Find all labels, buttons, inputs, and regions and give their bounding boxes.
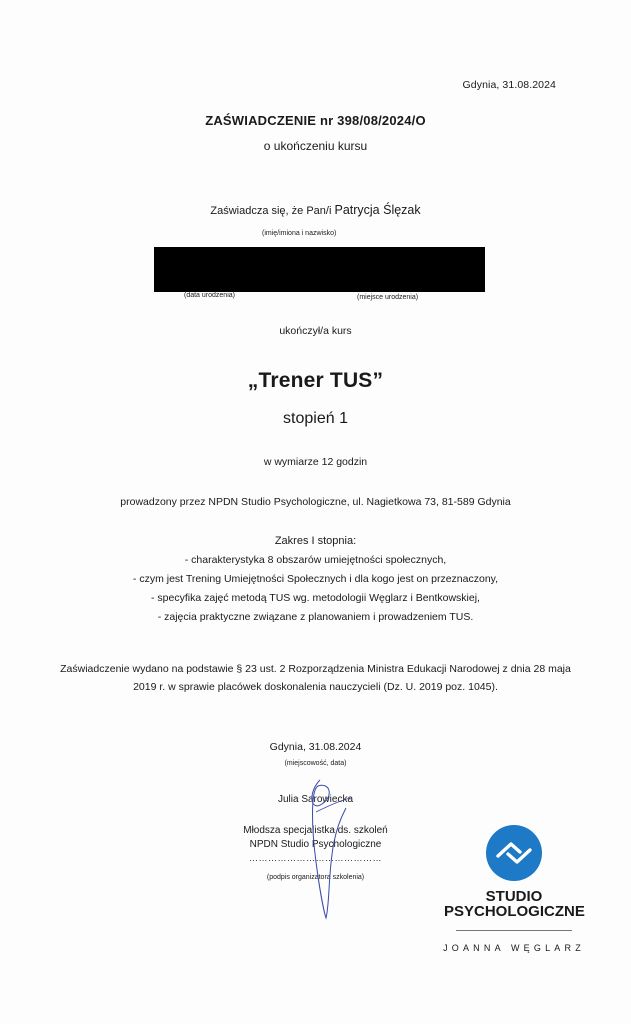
recipient-name: Patrycja Ślęzak — [334, 203, 421, 217]
handwritten-signature — [290, 772, 370, 922]
birth-date-caption: (data urodzenia) — [184, 292, 235, 299]
certificate-subtitle: o ukończeniu kursu — [263, 139, 368, 153]
course-organizer: prowadzony przez NPDN Studio Psychologiczne, ul. Nagietkowa 73, 81-589 Gdynia — [120, 496, 511, 508]
signature-caption: (podpis organizatora szkolenia) — [266, 874, 365, 881]
logo-divider — [456, 930, 572, 931]
sign-place-date-caption: (miejscowość, data) — [284, 760, 347, 767]
logo-text-studio: STUDIO — [485, 888, 543, 905]
signer-role: Młodsza specjalistka ds. szkoleń — [243, 825, 388, 836]
signature-dots: …………………………………… — [249, 853, 382, 863]
completed-text: ukończył/a kurs — [279, 325, 352, 337]
course-hours: w wymiarze 12 godzin — [263, 456, 368, 468]
name-caption: (imię/imiona i nazwisko) — [262, 230, 337, 237]
certifies-line — [0, 203, 631, 217]
issue-date-top: Gdynia, 31.08.2024 — [462, 79, 556, 91]
scope-item: - czym jest Trening Umiejętności Społecznych i dla kogo jest on przeznaczony, — [132, 573, 499, 585]
course-title: „Trener TUS” — [247, 369, 384, 392]
course-degree: stopień 1 — [283, 410, 348, 427]
scope-heading: Zakres I stopnia: — [274, 535, 357, 547]
scope-item: - charakterystyka 8 obszarów umiejętności społecznych, — [184, 554, 447, 566]
redaction-bar — [154, 247, 485, 292]
logo-text-owner: JOANNA WĘGLARZ — [443, 943, 585, 953]
sign-place-date: Gdynia, 31.08.2024 — [269, 741, 362, 753]
logo-text-psychologiczne: PSYCHOLOGICZNE — [444, 903, 585, 920]
scope-item: - specyfika zajęć metodą TUS wg. metodologii Węglarz i Bentkowskiej, — [151, 592, 480, 604]
signer-name: Julia Sarowiecka — [277, 794, 354, 805]
signer-organization: NPDN Studio Psychologiczne — [249, 839, 382, 850]
certifies-prefix: Zaświadcza się, że Pan/i — [210, 205, 332, 217]
studio-logo-icon — [486, 825, 542, 881]
certificate-number: ZAŚWIADCZENIE nr 398/08/2024/O — [205, 113, 426, 128]
scope-item: - zajęcia praktyczne związane z planowaniem i prowadzeniem TUS. — [157, 611, 474, 623]
birth-place-caption: (miejsce urodzenia) — [357, 294, 419, 301]
legal-basis: Zaświadczenie wydano na podstawie § 23 ust. 2 Rozporządzenia Ministra Edukacji Narodowej z dnia 28 maja 2019 r. w sprawie placówek doskonalenia nauczycieli (Dz. U. 2019 poz. 1045). — [60, 663, 571, 693]
